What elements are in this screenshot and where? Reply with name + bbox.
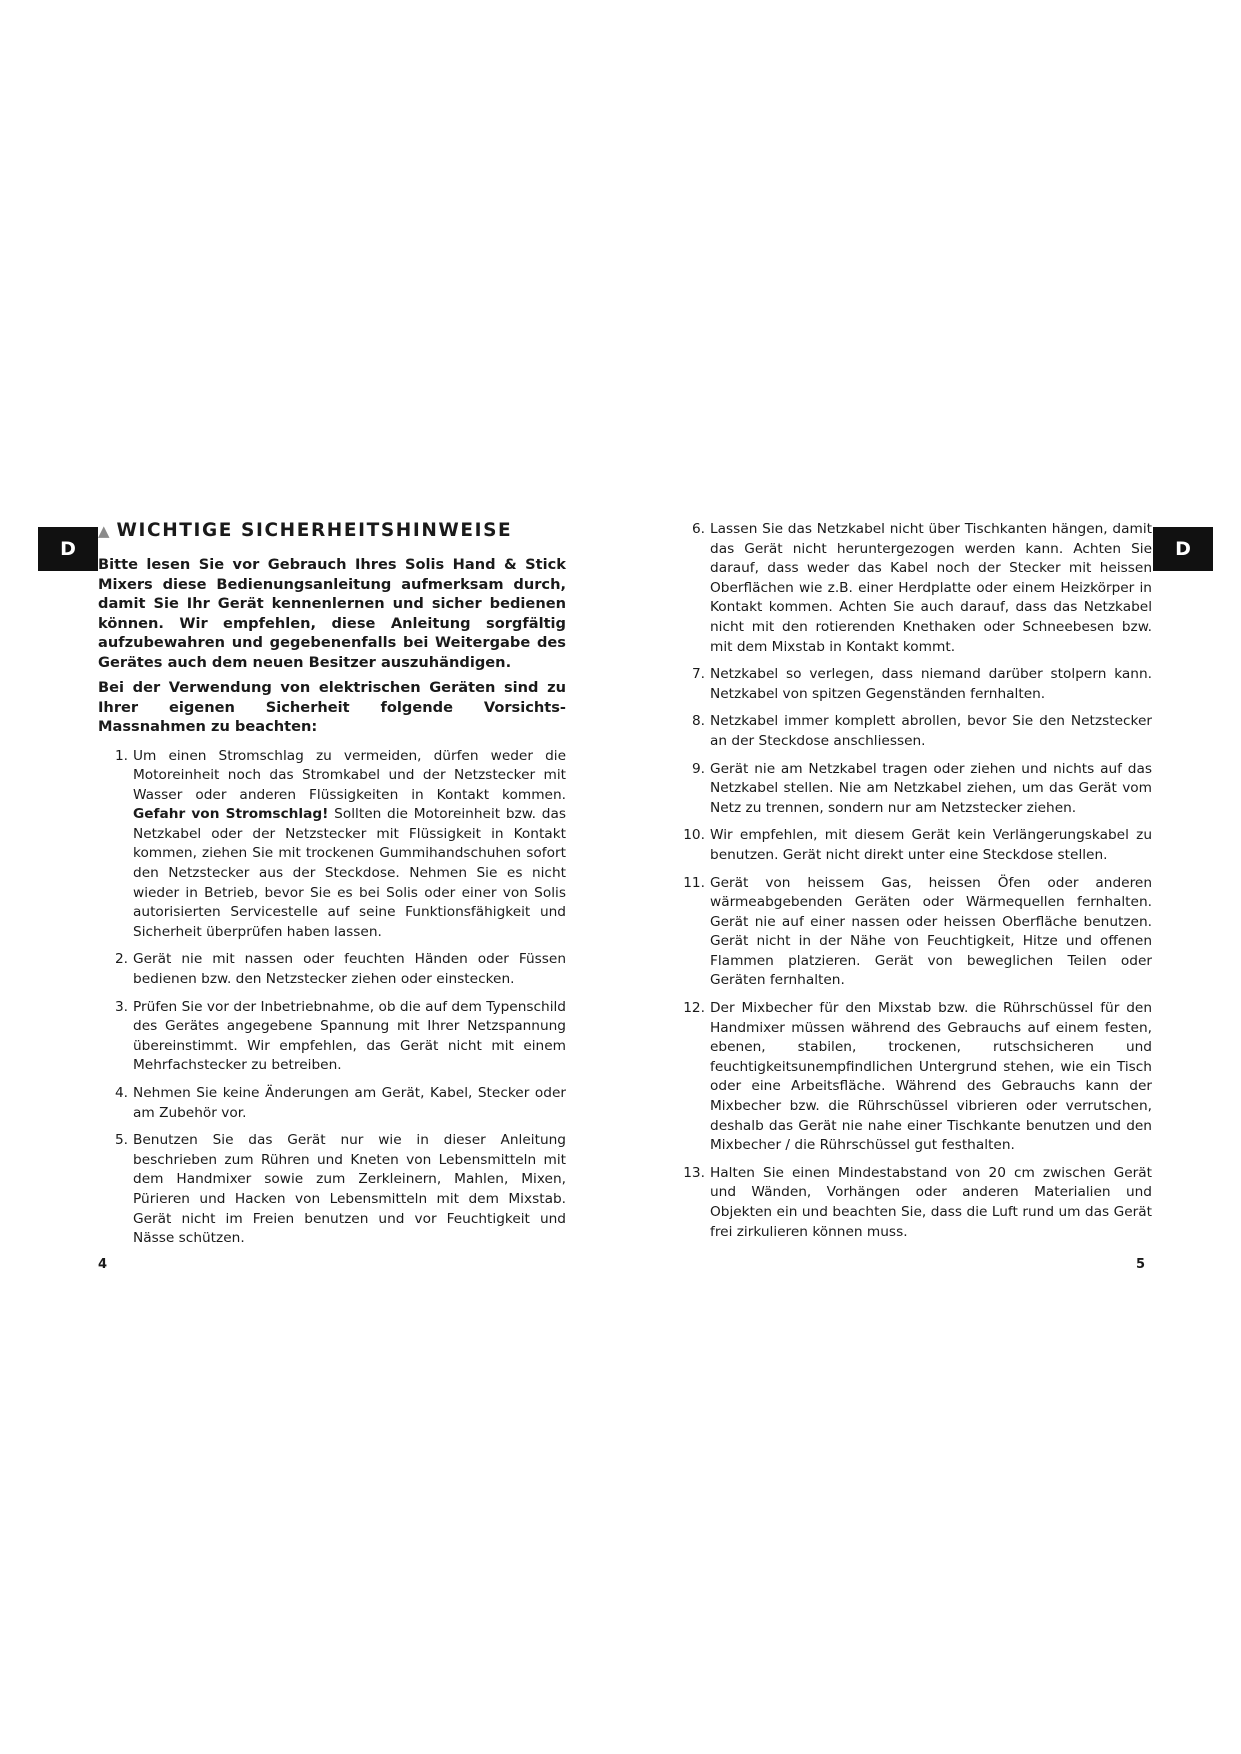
page-title-text: WICHTIGE SICHERHEITSHINWEISE (116, 520, 513, 541)
list-item (680, 760, 1152, 819)
page-number-right: 5 (1136, 1257, 1146, 1272)
list-item-number: 13. (683, 1164, 705, 1181)
list-item-number: 2. (114, 951, 128, 968)
safety-list-left (106, 747, 566, 1249)
list-item (106, 1131, 566, 1249)
language-tab-right: D (1153, 527, 1213, 571)
list-item-number: 12. (683, 1000, 705, 1017)
list-item-text: Wir empfehlen, mit diesem Gerät kein Verlängerungskabel zu benutzen. Gerät nicht direkt unter eine Steckdose stellen. (710, 827, 1152, 863)
list-item (106, 950, 566, 989)
list-item-text: Gerät von heissem Gas, heissen Öfen oder anderen wärmeabgebenden Geräten oder Wärmequellen fernhalten. Gerät nie auf einer nassen oder heissen Oberfläche benutzen. Gerät nicht in der Nähe von Feuchtigkeit, Hitze und offenen Flammen platzieren. Gerät von beweglichen Teilen oder Geräten fernhalten. (710, 874, 1152, 989)
list-item-number: 6. (691, 521, 705, 537)
list-item-number: 9. (691, 760, 705, 777)
list-item-text: Um einen Stromschlag zu vermeiden, dürfen weder die Motoreinheit noch das Stromkabel und der Netzstecker mit Wasser oder anderen Flüssigkeiten in Kontakt kommen. (133, 747, 566, 803)
list-item (680, 712, 1152, 751)
list-item-number: 1. (114, 747, 128, 764)
list-item-text: Netzkabel so verlegen, dass niemand darüber stolpern kann. Netzkabel von spitzen Gegenständen fernhalten. (710, 666, 1152, 702)
list-item-number: 5. (114, 1132, 128, 1149)
list-item (680, 520, 1152, 657)
list-item-number: 3. (114, 998, 128, 1015)
intro-paragraph-1: Bitte lesen Sie vor Gebrauch Ihres Solis Hand & Stick Mixers diese Bedienungsanleitung aufmerksam durch, damit Sie Ihr Gerät kennenlernen und sicher bedienen können. Wir empfehlen, diese Anleitung sorgfältig aufzubewahren und gegebenenfalls bei Weitergabe des Gerätes auch dem neuen Besitzer auszuhändigen. (98, 556, 566, 671)
list-item (680, 874, 1152, 992)
list-item-text: Benutzen Sie das Gerät nur wie in dieser Anleitung beschrieben zum Rühren und Kneten von Lebensmitteln mit dem Handmixer sowie zum Zerkleinern, Mahlen, Mixen, Pürieren und Hacken von Lebensmitteln mit dem Mixstab. Gerät nicht im Freien benutzen und vor Feuchtigkeit und Nässe schützen. (133, 1132, 566, 1247)
intro-paragraph-2: Bei der Verwendung von elektrischen Geräten sind zu Ihrer eigenen Sicherheit folgende Vorsichts-Massnahmen zu beachten: (98, 679, 566, 735)
warning-triangle-icon: ▲ (98, 521, 110, 540)
list-item-text: Lassen Sie das Netzkabel nicht über Tischkanten hängen, damit das Gerät nicht heruntergezogen werden kann. Achten Sie darauf, dass weder das Kabel noch der Stecker mit heissen Oberflächen wie z.B. einer Herdplatte oder einem Heizkörper in Kontakt kommen. Achten Sie auch darauf, dass das Netzkabel nicht mit den rotierenden Knethaken oder Schneebesen bzw. mit dem Mixstab in Kontakt kommt. (710, 521, 1152, 655)
list-item (680, 999, 1152, 1156)
list-item (680, 826, 1152, 865)
list-item-number: 4. (114, 1085, 128, 1101)
list-item-text-continued: Sollten die Motoreinheit bzw. das Netzkabel oder der Netzstecker mit Flüssigkeit in Kontakt kommen, ziehen Sie mit trockenen Gummihandschuhen sofort den Netzstecker aus der Steckdose. Nehmen Sie es nicht wieder in Betrieb, bevor Sie es bei Solis oder einer von Solis autorisierten Servicestelle auf seine Funktionsfähigkeit und Sicherheit überprüfen haben lassen. (133, 806, 566, 940)
list-item-text: Prüfen Sie vor der Inbetriebnahme, ob die auf dem Typenschild des Gerätes angegebene Spannung mit Ihrer Netzspannung übereinstimmt. Wir empfehlen, das Gerät nicht mit einem Mehrfachstecker zu betreiben. (133, 998, 566, 1074)
list-item-text: Halten Sie einen Mindestabstand von 20 cm zwischen Gerät und Wänden, Vorhängen oder anderen Materialien und Objekten ein und beachten Sie, dass die Luft rund um das Gerät frei zirkulieren können muss. (710, 1164, 1152, 1240)
list-item-number: 8. (691, 713, 705, 730)
list-item-number: 11. (683, 874, 705, 891)
page-title (98, 520, 566, 541)
list-item-text: Gerät nie am Netzkabel tragen oder ziehen und nichts auf das Netzkabel stellen. Nie am Netzkabel ziehen, um das Gerät vom Netz zu trennen, sondern nur am Netzstecker ziehen. (710, 760, 1152, 816)
left-page-column (98, 520, 566, 1257)
list-item-text: Der Mixbecher für den Mixstab bzw. die Rührschüssel für den Handmixer müssen während des Gebrauchs auf einem festen, ebenen, stabilen, trockenen, rutschsicheren und feuchtigkeitsunempfindlichen Untergrund stehen, wie ein Tisch oder eine Arbeitsfläche. Während des Gebrauchs kann der Mixbecher bzw. die Rührschüssel vibrieren oder verrutschen, deshalb das Gerät nie nahe einer Tischkante benutzen und den Mixbecher / die Rührschüssel gut festhalten. (710, 1000, 1152, 1154)
page-number-left: 4 (98, 1257, 108, 1272)
list-item (106, 747, 566, 943)
list-item-text: Gerät nie mit nassen oder feuchten Händen oder Füssen bedienen bzw. den Netzstecker ziehen oder einstecken. (133, 951, 566, 988)
list-item-number: 10. (683, 827, 705, 844)
list-item (106, 998, 566, 1076)
list-item-text: Netzkabel immer komplett abrollen, bevor Sie den Netzstecker an der Steckdose anschliessen. (710, 713, 1152, 749)
list-item-text: Nehmen Sie keine Änderungen am Gerät, Kabel, Stecker oder am Zubehör vor. (133, 1085, 566, 1121)
list-item (680, 1164, 1152, 1242)
right-page-column (680, 520, 1152, 1250)
safety-list-right (680, 520, 1152, 1242)
electric-shock-warning: Gefahr von Stromschlag! (133, 806, 329, 823)
list-item-number: 7. (691, 666, 705, 683)
language-tab-left: D (38, 527, 98, 571)
list-item (106, 1084, 566, 1123)
list-item (680, 665, 1152, 704)
